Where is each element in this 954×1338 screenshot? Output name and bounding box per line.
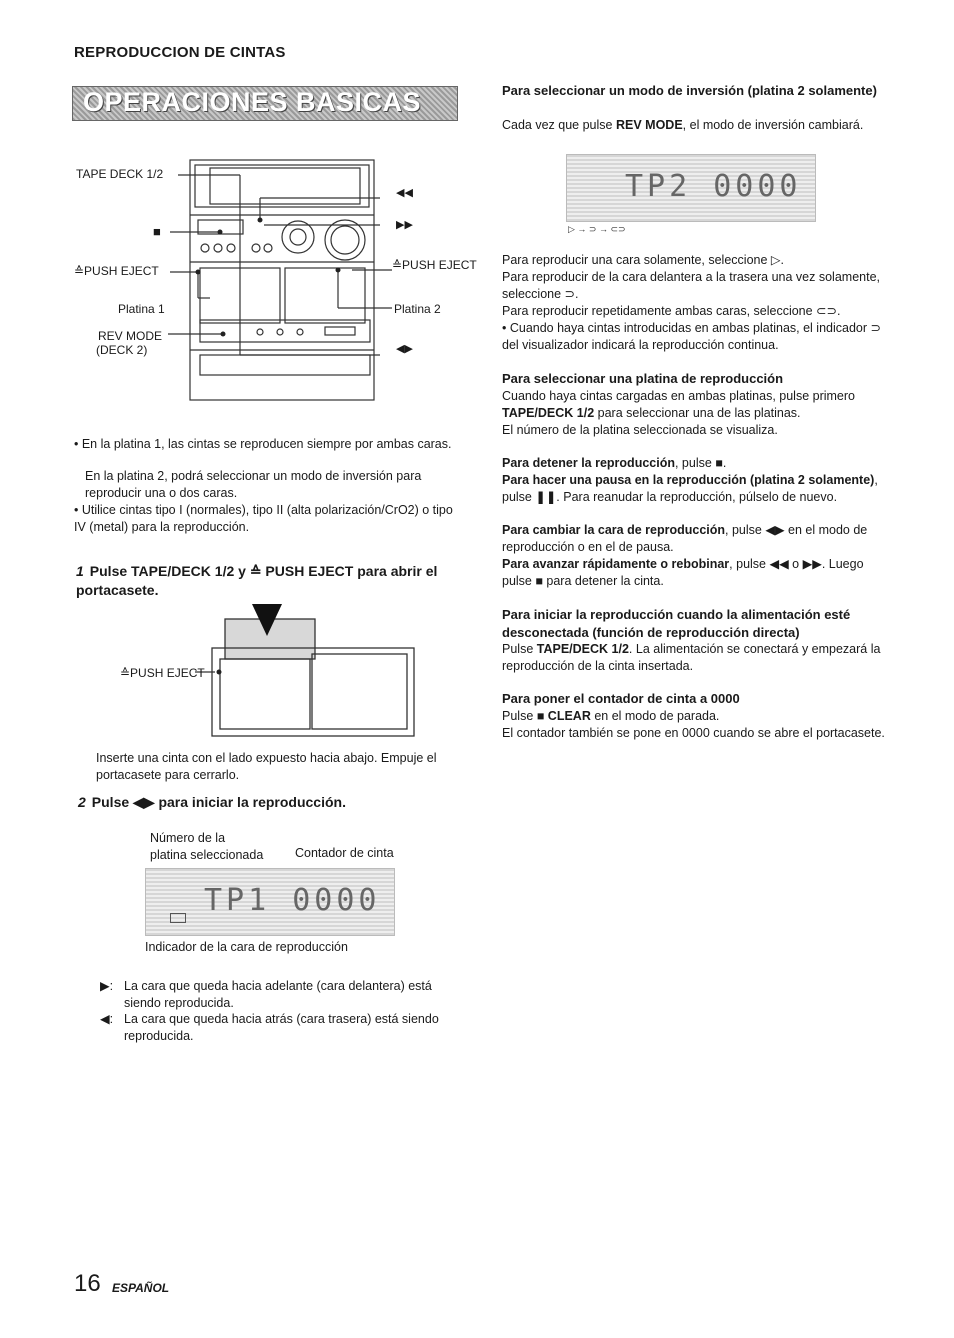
change-side-heading: Para cambiar la cara de reproducción (502, 523, 726, 537)
display-deck-1 (145, 868, 395, 936)
change-side-instructions (502, 522, 886, 556)
pause-text: , pulse ❚❚. Para reanudar la reproducción, púlselo de nuevo. (502, 473, 878, 504)
pause-instructions (502, 472, 886, 506)
select-deck-a: Cuando haya cintas cargadas en ambas platinas, pulse primero (502, 389, 855, 403)
rev-mode-sequence: ▷ → ⊃ → ⊂⊃ (568, 224, 626, 234)
page-number: 16 (74, 1270, 101, 1297)
section-title: REPRODUCCION DE CINTAS (74, 44, 286, 61)
label-contador: Contador de cinta (295, 846, 394, 860)
label-rev-mode: REV MODE (98, 329, 163, 343)
step-1-text: Pulse TAPE/DECK 1/2 y ≙ PUSH EJECT para abrir el portacasete. (76, 563, 438, 598)
play-icon: ◀▶ (396, 343, 413, 355)
change-side-text: , pulse ◀▶ en el modo de reproducción o en el de pausa. (502, 523, 868, 554)
rev-mode-intro (502, 117, 886, 134)
ffrew-text: , pulse ◀◀ o ▶▶. Luego pulse ■ para detener la cinta. (502, 557, 864, 588)
rev-one-side: Para reproducir una cara solamente, seleccione ▷. (502, 253, 784, 267)
bullet-platina-1: • En la platina 1, las cintas se reproducen siempre por ambas caras. (74, 437, 452, 451)
heading-counter-reset: Para poner el contador de cinta a 0000 (502, 691, 740, 706)
banner-title: OPERACIONES BASICAS (83, 87, 422, 117)
cassette-diagram (120, 604, 420, 744)
display-deck-2-text: TP2 0000 (625, 169, 802, 204)
fast-forward-icon: ▶▶ (396, 219, 413, 231)
direct-play-a: Pulse (502, 642, 534, 656)
heading-direct-play: Para iniciar la reproducción cuando la alimentación esté desconectada (función de reproducción directa) (502, 607, 851, 640)
display-deck-1-text: TP1 0000 (204, 883, 381, 918)
label-numero-de-la: Número de la (150, 831, 226, 845)
stop-text: , pulse ■. (674, 456, 727, 470)
label-platina-1: Platina 1 (118, 302, 165, 316)
forward-side-icon: ▶: (100, 979, 114, 993)
label-tape-deck: TAPE DECK 1/2 (76, 167, 164, 181)
step-1-number: 1 (76, 563, 84, 579)
display-deck-2 (566, 154, 816, 222)
pause-heading: Para hacer una pausa en la reproducción (platina 2 solamente) (502, 473, 875, 487)
page-banner (72, 86, 458, 121)
stop-heading: Para detener la reproducción (502, 456, 675, 470)
forward-side-text: La cara que queda hacia adelante (cara delantera) está siendo reproducida. (124, 979, 432, 1010)
direct-play-key: TAPE/DECK 1/2 (536, 642, 629, 656)
ffrew-instructions (502, 556, 886, 590)
rev-front-to-back: Para reproducir de la cara delantera a la trasera una vez solamente, seleccione ⊃. (502, 270, 880, 301)
label-push-eject-left: ≙PUSH EJECT (74, 264, 159, 278)
select-deck-c: para seleccionar una de las platinas. (594, 406, 801, 420)
bullet-platina-2: En la platina 2, podrá seleccionar un modo de inversión para reproducir una o dos caras. (85, 469, 422, 500)
counter-reset-c: en el modo de parada. (590, 709, 720, 723)
label-push-eject-cassette: ≙PUSH EJECT (120, 666, 205, 680)
label-push-eject-right: ≙PUSH EJECT (392, 258, 477, 272)
select-deck-text (502, 388, 886, 422)
rev-repeat: Para reproducir repetidamente ambas caras, seleccione ⊂⊃. (502, 304, 841, 318)
step-2 (78, 793, 462, 812)
counter-reset-note: El contador también se pone en 0000 cuando se abre el portacasete. (502, 726, 885, 740)
select-deck-key: TAPE/DECK 1/2 (502, 406, 595, 420)
label-deck-2: (DECK 2) (96, 343, 148, 357)
label-platina-2: Platina 2 (394, 302, 441, 316)
stereo-illustration (70, 150, 490, 410)
page-language: ESPAÑOL (112, 1281, 170, 1295)
stop-instructions (502, 455, 886, 472)
direct-play-text (502, 641, 886, 675)
heading-select-deck: Para seleccionar una platina de reproducción (502, 371, 784, 386)
heading-rev-mode: Para seleccionar un modo de inversión (platina 2 solamente) (502, 83, 877, 98)
counter-reset-a: Pulse (502, 709, 534, 723)
rev-continuous: • Cuando haya cintas introducidas en ambas platinas, el indicador ⊃ del visualizador indicará la reproducción continua. (502, 321, 881, 352)
label-platina-seleccionada: platina seleccionada (150, 848, 264, 862)
bullet-tape-types: • Utilice cintas tipo I (normales), tipo II (alta polarización/CrO2) o tipo IV (metal) para la reproducción. (74, 503, 453, 534)
stereo-diagram (70, 150, 490, 410)
back-side-text: La cara que queda hacia atrás (cara trasera) está siendo reproducida. (124, 1012, 439, 1043)
back-side-icon: ◀: (100, 1012, 114, 1026)
step-1 (76, 562, 460, 600)
label-indicador: Indicador de la cara de reproducción (145, 940, 348, 954)
rev-mode-key: REV MODE (615, 118, 683, 132)
step-2-number: 2 (78, 794, 86, 810)
stop-icon: ■ (153, 224, 161, 239)
rewind-icon: ◀◀ (396, 187, 413, 199)
select-deck-note: El número de la platina seleccionada se visualiza. (502, 423, 778, 437)
rev-mode-intro-c: , el modo de inversión cambiará. (682, 118, 864, 132)
step-2-text: Pulse ◀▶ para iniciar la reproducción. (91, 794, 346, 810)
counter-reset-text (502, 708, 886, 725)
rev-mode-intro-a: Cada vez que pulse (502, 118, 613, 132)
clear-key: ■ CLEAR (536, 709, 591, 723)
direct-play-c: . La alimentación se conectará y empezará la reproducción de la cinta insertada. (502, 642, 881, 673)
side-indicator-icon (170, 913, 186, 923)
ffrew-heading: Para avanzar rápidamente o rebobinar (502, 557, 730, 571)
insert-instructions: Inserte una cinta con el lado expuesto hacia abajo. Empuje el portacasete para cerrarlo. (96, 751, 437, 782)
